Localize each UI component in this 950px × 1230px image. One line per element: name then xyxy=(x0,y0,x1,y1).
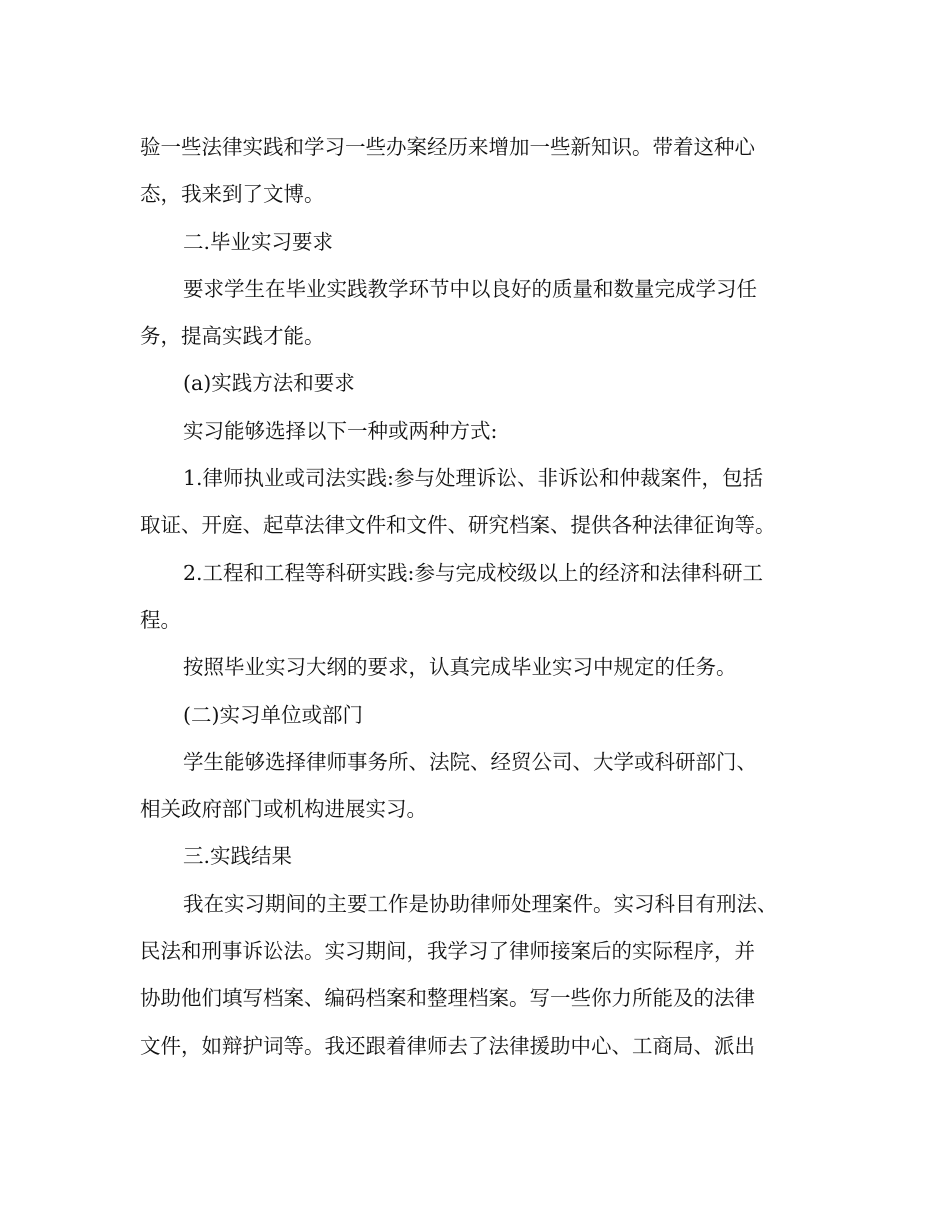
section-heading: 二.毕业实习要求 xyxy=(183,229,334,254)
text-line: 态，我来到了文博。 xyxy=(140,182,325,207)
text-line: 民法和刑事诉讼法。实习期间，我学习了律师接案后的实际程序，并 xyxy=(140,939,755,964)
text-line: 学生能够选择律师事务所、法院、经贸公司、大学或科研部门、 xyxy=(183,749,757,774)
document-body xyxy=(140,124,820,1070)
text-line: 我在实习期间的主要工作是协助律师处理案件。实习科目有刑法、 xyxy=(183,891,778,916)
text-line: 务，提高实践才能。 xyxy=(140,324,325,349)
text-line: 文件，如辩护词等。我还跟着律师去了法律援助中心、工商局、派出 xyxy=(140,1033,755,1058)
section-heading: 三.实践结果 xyxy=(183,844,293,869)
text-line: 实习能够选择以下一种或两种方式: xyxy=(183,418,498,443)
text-line: 程。 xyxy=(140,607,181,632)
subsection-heading: (a)实践方法和要求 xyxy=(183,371,355,396)
text-line: 相关政府部门或机构进展实习。 xyxy=(140,797,427,822)
text-line: 要求学生在毕业实践教学环节中以良好的质量和数量完成学习任 xyxy=(183,276,757,301)
text-line: 按照毕业实习大纲的要求，认真完成毕业实习中规定的任务。 xyxy=(183,655,737,680)
subsection-heading: (二)实习单位或部门 xyxy=(183,702,363,727)
list-item: 2.工程和工程等科研实践:参与完成校级以上的经济和法律科研工 xyxy=(183,560,763,585)
text-line: 协助他们填写档案、编码档案和整理档案。写一些你力所能及的法律 xyxy=(140,986,755,1011)
text-line: 验一些法律实践和学习一些办案经历来增加一些新知识。带着这种心 xyxy=(140,135,755,159)
text-line: 取证、开庭、起草法律文件和文件、研究档案、提供各种法律征询等。 xyxy=(140,513,776,538)
list-item: 1.律师执业或司法实践:参与处理诉讼、非诉讼和仲裁案件，包括 xyxy=(183,466,763,491)
